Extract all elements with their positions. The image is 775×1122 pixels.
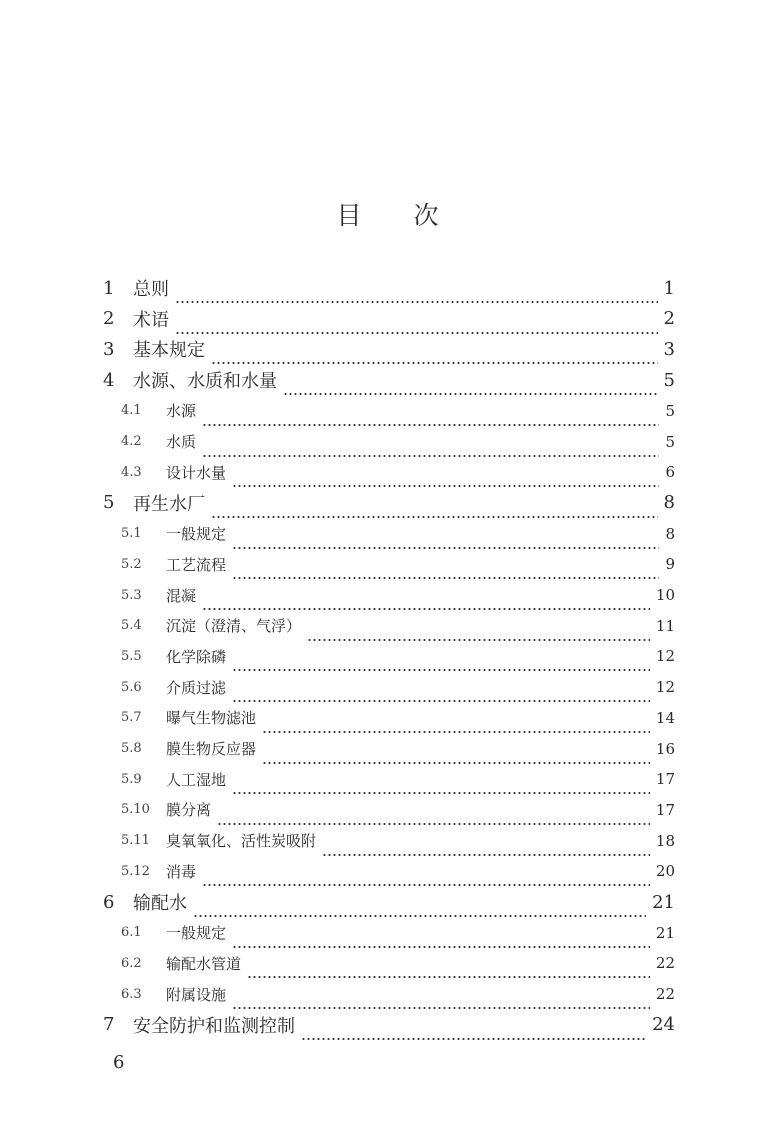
toc-entry[interactable]	[0, 948, 775, 978]
dot-leader	[175, 273, 658, 303]
toc-entry-label: 安全防护和监测控制	[133, 1015, 295, 1037]
toc-entry-label: 设计水量	[166, 463, 227, 482]
toc-entry-number: 5.1	[121, 526, 142, 542]
toc-entry-page: 5	[665, 401, 675, 420]
dot-leader	[202, 427, 659, 457]
toc-entry-page: 22	[655, 954, 675, 973]
toc-entry[interactable]	[0, 365, 775, 395]
toc-entry[interactable]	[0, 826, 775, 856]
toc-entry-number: 5.9	[121, 771, 142, 787]
toc-entry-label: 臭氧氧化、活性炭吸附	[166, 832, 317, 851]
toc-entry-page: 3	[663, 338, 675, 360]
toc-entry-number: 6.3	[121, 986, 142, 1002]
toc-entry-number: 5.11	[121, 833, 150, 849]
dot-leader	[217, 795, 650, 825]
page-number: 6	[113, 1052, 125, 1073]
toc-entry[interactable]	[0, 1010, 775, 1040]
toc-entry-page: 11	[655, 616, 675, 635]
toc-entry-page: 17	[655, 800, 675, 819]
toc-entry-page: 8	[665, 524, 675, 543]
dot-leader	[283, 365, 658, 395]
toc-entry-number: 5.4	[121, 618, 142, 634]
toc-entry-page: 14	[655, 708, 675, 727]
toc-entry[interactable]	[0, 764, 775, 794]
toc-entry-label: 消毒	[166, 862, 197, 881]
toc-entry-label: 化学除磷	[166, 647, 227, 666]
dot-leader	[301, 1010, 646, 1040]
dot-leader	[211, 334, 658, 364]
toc-entry-label: 一般规定	[166, 924, 227, 943]
toc-entry-label: 水质	[166, 433, 197, 451]
toc-entry-page: 5	[665, 432, 675, 451]
toc-entry-label: 水源	[166, 402, 197, 421]
dot-leader	[232, 979, 650, 1009]
toc-entry-page: 16	[655, 739, 675, 758]
toc-entry-label: 混凝	[166, 586, 197, 605]
toc-entry-label: 水源、水质和水量	[133, 371, 277, 393]
toc-entry[interactable]	[0, 457, 775, 487]
toc-entry-number: 5.12	[121, 863, 150, 879]
dot-leader	[262, 703, 650, 733]
dot-leader	[232, 918, 650, 948]
toc-entry-number: 5.3	[121, 587, 142, 603]
dot-leader	[232, 641, 650, 671]
page-title	[0, 196, 775, 232]
toc-entry-number: 5	[103, 492, 115, 514]
dot-leader	[211, 488, 658, 518]
toc-entry[interactable]	[0, 734, 775, 764]
toc-entry[interactable]	[0, 672, 775, 702]
toc-entry-label: 附属设施	[166, 985, 227, 1004]
toc-entry-number: 2	[103, 308, 115, 330]
toc-entry-page: 21	[655, 923, 675, 942]
toc-entry-label: 基本规定	[133, 340, 205, 362]
toc-entry-number: 6.1	[121, 925, 142, 941]
dot-leader	[232, 672, 650, 702]
toc-entry[interactable]	[0, 703, 775, 733]
dot-leader	[307, 611, 650, 641]
toc-entry-number: 4.1	[121, 403, 142, 419]
toc-entry-label: 人工湿地	[166, 770, 227, 789]
toc-entry-label: 膜生物反应器	[166, 740, 257, 758]
dot-leader	[202, 856, 650, 886]
toc-entry-page: 12	[655, 678, 675, 697]
toc-entry[interactable]	[0, 396, 775, 426]
toc-entry-label: 膜分离	[166, 801, 212, 820]
dot-leader	[322, 826, 650, 856]
toc-entry-page: 17	[655, 770, 675, 789]
toc-entry-label: 输配水管道	[166, 954, 242, 973]
dot-leader	[175, 304, 658, 334]
dot-leader	[262, 734, 650, 764]
toc-entry-number: 5.2	[121, 556, 142, 572]
toc-entry-number: 6	[103, 891, 115, 913]
toc-entry-page: 24	[652, 1014, 675, 1036]
toc-entry-label: 总则	[133, 279, 169, 300]
toc-entry-page: 12	[655, 647, 675, 666]
toc-entry[interactable]	[0, 611, 775, 641]
dot-leader	[193, 887, 646, 917]
toc-entry-page: 8	[663, 492, 675, 514]
dot-leader	[232, 549, 659, 579]
toc-entry-number: 5.7	[121, 710, 142, 726]
toc-entry[interactable]	[0, 334, 775, 364]
toc-entry[interactable]	[0, 273, 775, 303]
toc-entry-page: 9	[665, 555, 675, 574]
toc-entry-number: 4.2	[121, 434, 142, 449]
toc-entry-label: 曝气生物滤池	[166, 709, 257, 728]
toc-entry-number: 5.5	[121, 648, 142, 664]
toc-entry-page: 18	[655, 831, 675, 850]
toc-entry[interactable]	[0, 641, 775, 671]
toc-entry[interactable]	[0, 549, 775, 579]
toc-entry-number: 6.2	[121, 955, 142, 971]
toc-entry-label: 工艺流程	[166, 555, 227, 574]
toc-entry-number: 5.8	[121, 741, 142, 756]
toc-entry-number: 5.10	[121, 802, 150, 818]
toc-entry-number: 5.6	[121, 679, 142, 695]
toc-entry-page: 22	[655, 985, 675, 1004]
dot-leader	[232, 519, 659, 549]
toc-entry[interactable]	[0, 488, 775, 518]
toc-entry-page: 2	[663, 308, 675, 330]
toc-entry-page: 5	[663, 369, 675, 391]
toc-entry-page: 6	[665, 463, 675, 482]
toc-entry-number: 1	[103, 277, 115, 299]
toc-entry[interactable]	[0, 887, 775, 917]
toc-entry[interactable]	[0, 979, 775, 1009]
dot-leader	[232, 457, 659, 487]
dot-leader	[202, 580, 650, 610]
toc-entry[interactable]	[0, 580, 775, 610]
toc-entry[interactable]	[0, 427, 775, 457]
dot-leader	[247, 948, 650, 978]
toc-entry[interactable]	[0, 304, 775, 334]
toc-entry-label: 一般规定	[166, 525, 227, 544]
title-char-right: 次	[413, 201, 439, 230]
toc-entry-number: 4.3	[121, 464, 142, 480]
toc-entry-page: 10	[655, 586, 675, 604]
toc-entry-label: 再生水厂	[133, 493, 205, 515]
toc-entry[interactable]	[0, 856, 775, 886]
toc-entry[interactable]	[0, 918, 775, 948]
toc-entry-label: 沉淀（澄清、气浮）	[166, 617, 302, 636]
title-char-left: 目	[336, 201, 362, 230]
toc-entry-number: 4	[103, 369, 115, 391]
toc-entry-page: 1	[663, 277, 675, 299]
toc-entry-label: 介质过滤	[166, 678, 227, 697]
toc-entry-label: 输配水	[133, 893, 187, 914]
dot-leader	[202, 396, 659, 426]
toc-entry-number: 7	[103, 1014, 115, 1036]
toc-entry-page: 20	[655, 862, 675, 881]
toc-entry-page: 21	[652, 891, 675, 913]
toc-entry[interactable]	[0, 519, 775, 549]
toc-entry[interactable]	[0, 795, 775, 825]
dot-leader	[232, 764, 650, 794]
toc-entry-number: 3	[103, 338, 115, 360]
toc-entry-label: 术语	[133, 309, 169, 331]
